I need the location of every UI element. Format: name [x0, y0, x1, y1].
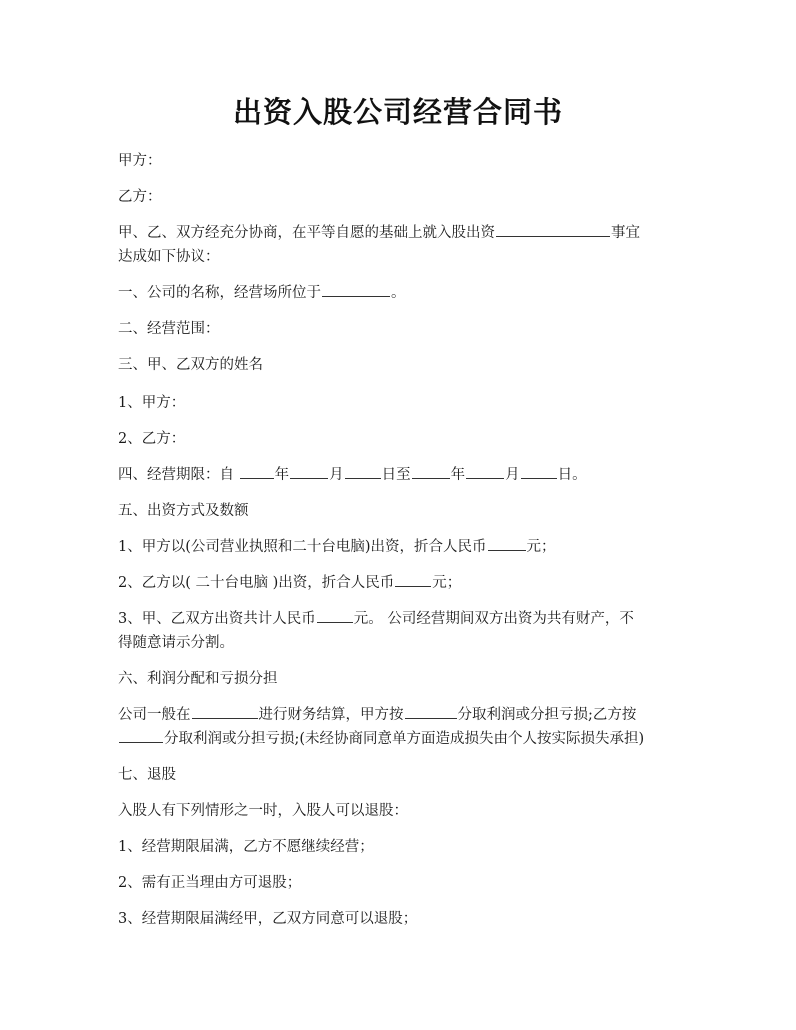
party-a-name-line: 1、甲方：	[118, 395, 186, 411]
clause-term	[118, 463, 683, 487]
amount-blank	[395, 572, 431, 587]
party-a-line: 甲方：	[118, 153, 162, 169]
clause-profit-distribution	[118, 703, 683, 751]
document-title: 出资入股公司经营合同书	[232, 95, 563, 129]
end-month-blank	[466, 464, 504, 479]
withdrawal-condition-2: 2、需有正当理由方可退股；	[118, 875, 302, 891]
preamble-text-line2: 达成如下协议：	[118, 249, 220, 265]
contribution-text-line2: 得随意请示分割。	[118, 635, 234, 651]
end-year-blank	[412, 464, 450, 479]
profit-text: 公司一般在	[118, 707, 191, 723]
party-a-ratio-blank	[405, 704, 457, 719]
withdrawal-condition-1: 1、经营期限届满，乙方不愿继续经营；	[118, 839, 374, 855]
preamble-text: 甲、乙、双方经充分协商，在平等自愿的基础上就入股出资	[118, 225, 495, 241]
start-day-blank	[345, 464, 381, 479]
amount-blank	[488, 536, 526, 551]
end-day-blank	[521, 464, 557, 479]
clause-withdrawal-intro: 入股人有下列情形之一时，入股人可以退股：	[118, 803, 408, 819]
total-amount-blank	[317, 608, 353, 623]
profit-text-mid: 进行财务结算，甲方按	[258, 707, 404, 723]
withdrawal-condition-3: 3、经营期限届满经甲，乙双方同意可以退股；	[118, 911, 418, 927]
preamble-text-end: 事宜	[611, 225, 640, 241]
contribution-text: 1、甲方以(公司营业执照和二十台电脑)出资，折合人民币	[118, 539, 487, 555]
month-label: 月	[329, 467, 344, 483]
currency-unit: 元；	[526, 539, 556, 555]
clause-contribution-heading: 五、出资方式及数额	[118, 503, 249, 519]
profit-text-cont: 分取利润或分担亏损;乙方按	[457, 707, 637, 723]
preamble-paragraph	[118, 221, 683, 269]
location-blank	[322, 282, 390, 297]
clause-party-names: 三、甲、乙双方的姓名	[118, 357, 263, 373]
contribution-text-cont: 元。 公司经营期间双方出资为共有财产，不	[353, 611, 634, 627]
clause-party-a-contribution	[118, 535, 683, 559]
currency-unit: 元；	[432, 575, 462, 591]
year-label: 年	[274, 467, 290, 483]
contribution-text: 3、甲、乙双方出资共计人民币	[118, 611, 316, 627]
clause-withdrawal-heading: 七、退股	[118, 767, 176, 783]
start-month-blank	[290, 464, 328, 479]
settlement-period-blank	[192, 704, 258, 719]
day-to-label: 日至	[381, 467, 411, 483]
clause-total-contribution	[118, 607, 683, 655]
profit-text-line2: 分取利润或分担亏损;(未经协商同意单方面造成损失由个人按实际损失承担)	[164, 731, 645, 747]
contribution-text: 2、乙方以( 二十台电脑 )出资，折合人民币	[118, 575, 395, 591]
day-end-label: 日。	[557, 467, 587, 483]
party-b-line: 乙方：	[118, 189, 162, 205]
clause-text: 一、公司的名称，经营场所位于	[118, 285, 321, 301]
party-b-name-line: 2、乙方：	[118, 431, 186, 447]
term-text: 四、经营期限：自	[118, 467, 234, 483]
clause-business-scope: 二、经营范围：	[118, 321, 220, 337]
month-label: 月	[505, 467, 520, 483]
start-year-blank	[240, 464, 274, 479]
clause-company-name	[118, 281, 683, 305]
party-b-ratio-blank	[119, 728, 163, 743]
investment-matter-blank	[496, 222, 610, 237]
year-label: 年	[450, 467, 466, 483]
clause-party-b-contribution	[118, 571, 683, 595]
clause-text-end: 。	[391, 285, 406, 301]
clause-profit-heading: 六、利润分配和亏损分担	[118, 671, 278, 687]
